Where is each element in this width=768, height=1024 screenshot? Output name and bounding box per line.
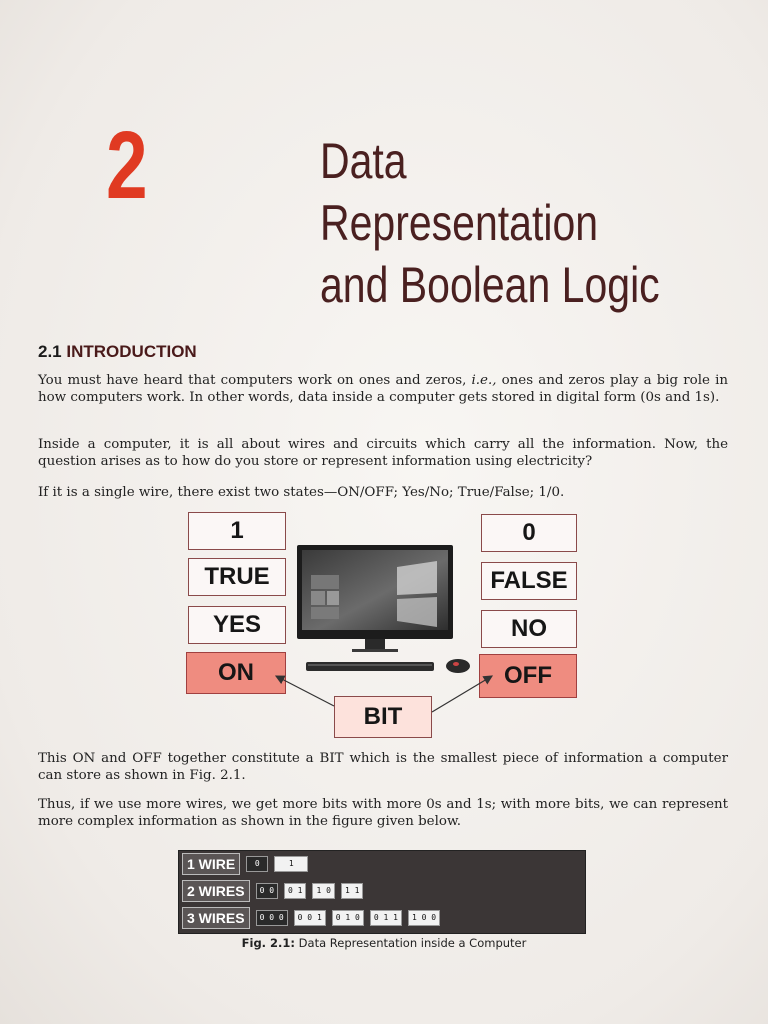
label-off: OFF [479,654,577,698]
paragraph-4: This ON and OFF together constitute a BIT which is the smallest piece of information a computer can store as shown in Fig. 2.1. [38,751,728,783]
paragraph-1-text-b: ones and zeros play a big role in how computers work. In other words, data inside a computer gets stored in digital form (0s and 1s). [38,373,728,405]
paragraph-3: If it is a single wire, there exist two states—ON/OFF; Yes/No; True/False; 1/0. [38,485,565,500]
label-no: NO [481,610,577,648]
label-yes: YES [188,606,286,644]
label-bit: BIT [334,696,432,738]
label-zero: 0 [481,514,577,552]
bit-cell: 0 1 0 [332,910,364,926]
label-one: 1 [188,512,286,550]
wire-row-1 [182,853,311,875]
mouse-icon [446,659,470,673]
section-title: INTRODUCTION [66,342,197,361]
monitor-stand [365,639,385,649]
paragraph-2: Inside a computer, it is all about wires and circuits which carry all the information. Now, the question arises as to how do you store or represent information using electricity? [38,437,728,469]
keyboard-mouse-illustration [306,658,474,676]
chapter-title-line-2: and Boolean Logic [320,257,660,313]
bit-cell: 1 [274,856,308,872]
arrow-to-off [432,676,492,712]
bit-cell: 0 0 1 [294,910,326,926]
paragraph-5: Thus, if we use more wires, we get more bits with more 0s and 1s; with more bits, we can represent more complex information as shown in the figure given below. [38,797,728,829]
keyboard-icon [306,662,434,671]
wire-row-1-label: 1 WIRE [182,853,240,875]
bit-cell: 1 0 [312,883,334,899]
bit-cell: 0 0 [256,883,278,899]
chapter-number: 2 [106,112,148,219]
bit-cell: 0 1 1 [370,910,402,926]
window-tile-3 [327,591,339,605]
wire-row-2 [182,880,366,902]
bit-cell: 1 0 0 [408,910,440,926]
wire-row-3 [182,907,443,929]
mouse-accent [453,662,459,666]
bit-cell: 0 1 [284,883,306,899]
wire-row-2-label: 2 WIRES [182,880,250,902]
monitor-base [352,649,398,652]
wires-figure [178,850,586,934]
figure-caption-label: Fig. 2.1: [241,936,296,950]
bit-cell: 1 1 [341,883,363,899]
label-true: TRUE [188,558,286,596]
window-tile-4 [311,607,339,619]
bit-cell: 0 [246,856,268,872]
window-tile-1 [311,575,339,589]
label-false: FALSE [481,562,577,600]
figure-caption-text: Data Representation inside a Computer [295,936,527,950]
paragraph-1-text-a: You must have heard that computers work on ones and zeros, [38,373,472,388]
window-tile-2 [311,591,325,605]
wire-row-3-label: 3 WIRES [182,907,250,929]
arrow-to-on [276,676,334,706]
section-number: 2.1 [38,342,62,361]
bit-cell: 0 0 0 [256,910,288,926]
computer-illustration [297,545,453,657]
paragraph-1-ie: i.e., [471,373,497,388]
label-on: ON [186,652,286,694]
chapter-title-line-1: Data Representation [320,133,599,251]
figure-caption [0,936,768,950]
